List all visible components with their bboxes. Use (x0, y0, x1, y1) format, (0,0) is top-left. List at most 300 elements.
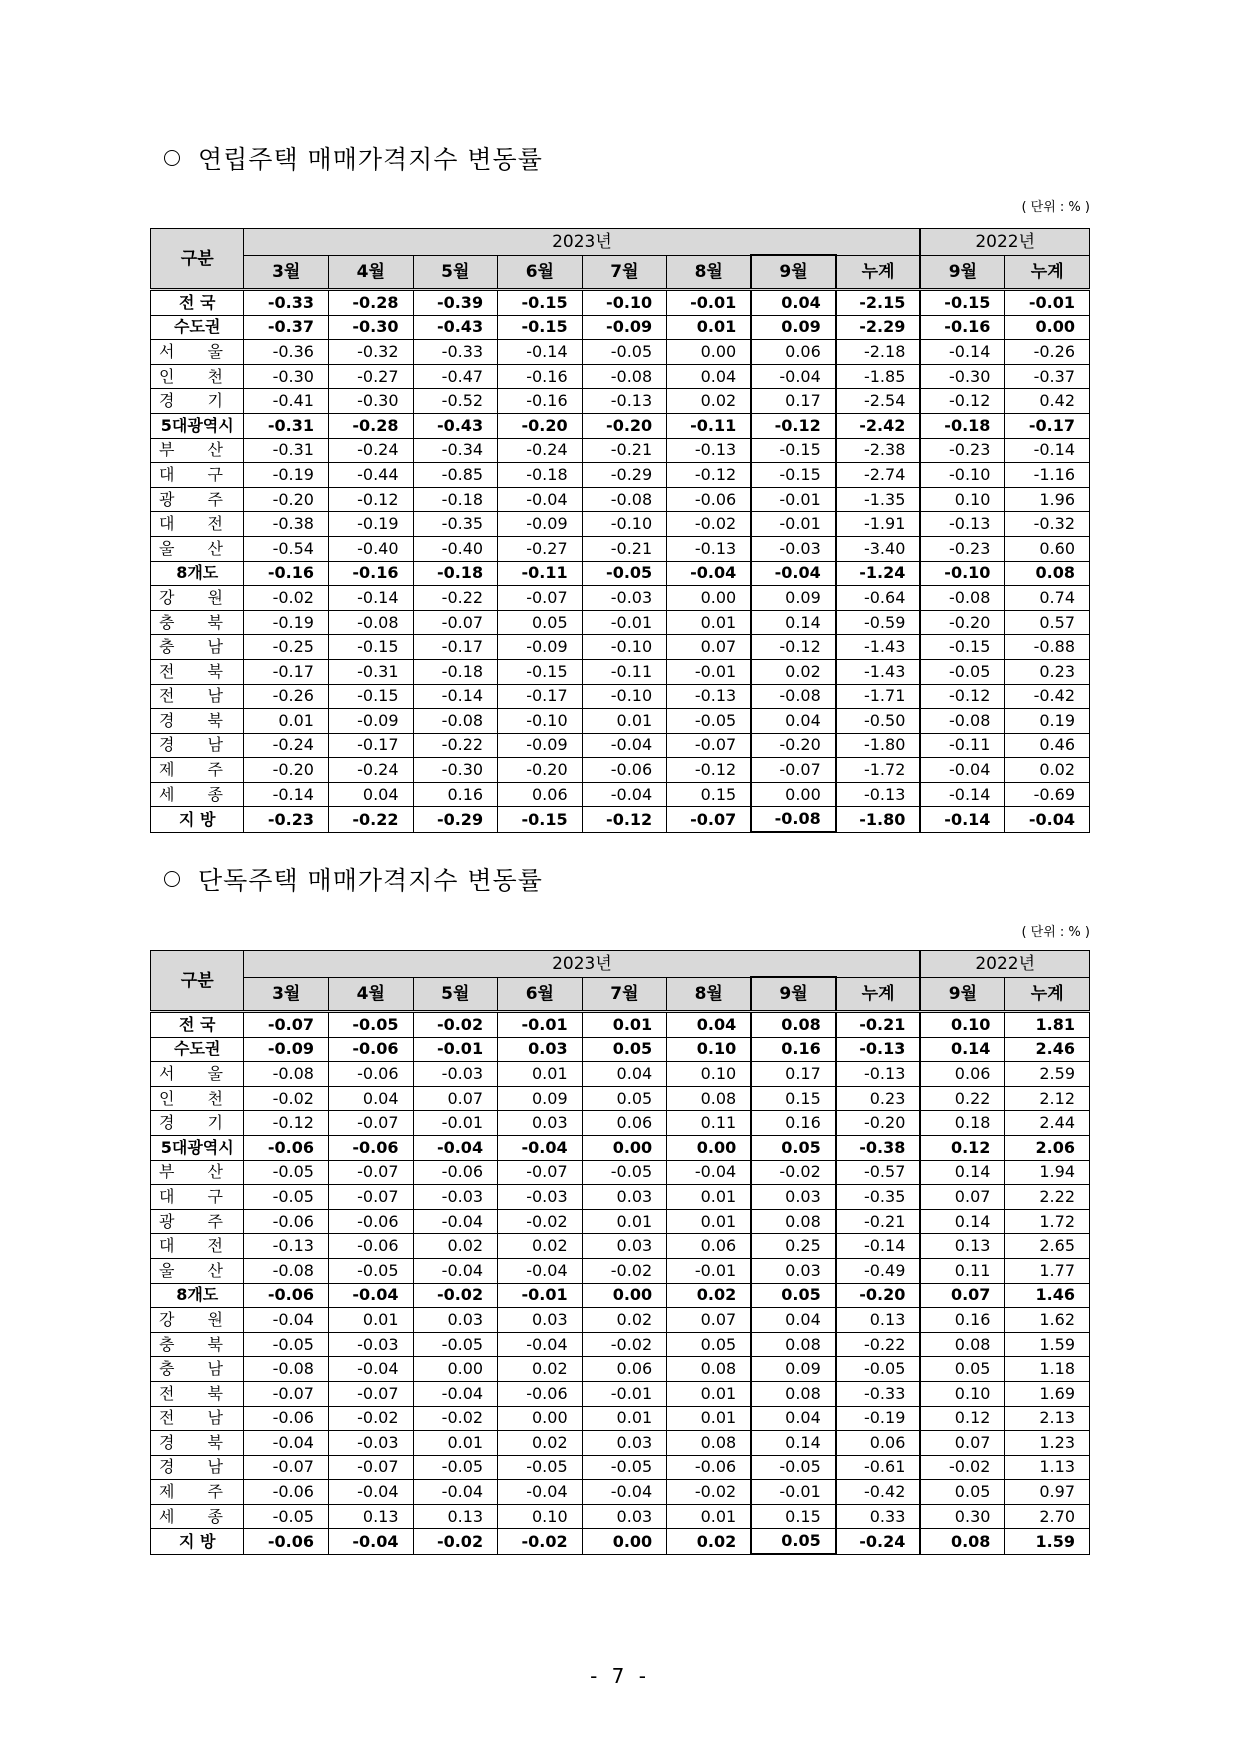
cell-value: 0.13 (328, 1504, 413, 1529)
cell-value: 0.04 (328, 782, 413, 807)
cell-value: 0.03 (498, 1037, 583, 1062)
cell-value: -0.15 (498, 807, 583, 832)
cell-value: 0.02 (667, 1283, 752, 1308)
cell-value: 0.05 (751, 1529, 836, 1554)
row-label: 5대광역시 (151, 1135, 244, 1160)
cell-value: -0.04 (582, 733, 667, 758)
cell-value: -0.15 (751, 463, 836, 488)
cell-value: 0.05 (751, 1283, 836, 1308)
cell-value: -0.24 (328, 438, 413, 463)
cell-value: -0.03 (582, 586, 667, 611)
header-prev-col: 9월 (920, 977, 1005, 1012)
cell-value: 0.07 (667, 635, 752, 660)
section-title-text: 단독주택 매매가격지수 변동률 (198, 866, 543, 895)
cell-value: -0.32 (1005, 512, 1090, 537)
cell-value: -0.04 (328, 1283, 413, 1308)
data-table (150, 950, 1090, 1555)
cell-value: 1.69 (1005, 1381, 1090, 1406)
cell-value: 0.03 (582, 1431, 667, 1456)
cell-value: 0.11 (920, 1258, 1005, 1283)
cell-value: 2.65 (1005, 1234, 1090, 1259)
table-row (151, 340, 1090, 365)
cell-value: 0.05 (667, 1332, 752, 1357)
cell-value: -0.26 (1005, 340, 1090, 365)
cell-value: 0.03 (498, 1111, 583, 1136)
cell-value: -0.14 (244, 782, 329, 807)
header-month: 6월 (498, 977, 583, 1012)
cell-value: -0.59 (836, 610, 921, 635)
header-month: 3월 (244, 255, 329, 290)
cell-value: 0.01 (667, 1209, 752, 1234)
section-title-text: 연립주택 매매가격지수 변동률 (198, 145, 543, 174)
cell-value: -0.13 (667, 536, 752, 561)
cell-value: -0.13 (667, 438, 752, 463)
row-label-text: 서 울 (159, 1063, 223, 1083)
table-row (151, 1357, 1090, 1382)
cell-value: -1.80 (836, 733, 921, 758)
cell-value: -0.21 (836, 1209, 921, 1234)
cell-value: -0.33 (413, 340, 498, 365)
header-prev-col: 누계 (1005, 977, 1090, 1012)
row-label: 8개도 (151, 561, 244, 586)
table-row (151, 782, 1090, 807)
cell-value: 0.42 (1005, 389, 1090, 414)
cell-value: 0.00 (751, 782, 836, 807)
cell-value: 0.14 (920, 1037, 1005, 1062)
cell-value: -0.23 (920, 536, 1005, 561)
cell-value: -0.07 (328, 1111, 413, 1136)
header-month: 5월 (413, 977, 498, 1012)
cell-value: -2.42 (836, 413, 921, 438)
cell-value: -0.06 (244, 1209, 329, 1234)
cell-value: -0.14 (920, 807, 1005, 832)
cell-value: -0.02 (498, 1209, 583, 1234)
bullet-circle-icon (164, 871, 180, 887)
cell-value: -0.04 (751, 364, 836, 389)
table-row (151, 315, 1090, 340)
cell-value: -0.24 (328, 758, 413, 783)
cell-value: -0.16 (498, 364, 583, 389)
row-label-text: 인 천 (159, 366, 223, 386)
cell-value: -0.03 (413, 1062, 498, 1087)
cell-value: 0.03 (751, 1185, 836, 1210)
header-category: 구분 (151, 951, 244, 1012)
cell-value: 0.07 (667, 1308, 752, 1333)
cell-value: -0.04 (244, 1308, 329, 1333)
cell-value: 0.06 (582, 1357, 667, 1382)
row-label-text: 전 북 (159, 1383, 223, 1403)
table-row (151, 684, 1090, 709)
cell-value: -0.12 (920, 684, 1005, 709)
row-label-text: 경 남 (159, 1457, 223, 1477)
cell-value: 0.02 (498, 1234, 583, 1259)
cell-value: 0.07 (920, 1431, 1005, 1456)
cell-value: 0.23 (836, 1086, 921, 1111)
table-row (151, 1037, 1090, 1062)
cell-value: 1.94 (1005, 1160, 1090, 1185)
cell-value: 0.16 (920, 1308, 1005, 1333)
cell-value: 0.08 (751, 1209, 836, 1234)
row-label (151, 1258, 244, 1283)
cell-value: -0.21 (582, 536, 667, 561)
cell-value: 0.00 (667, 1135, 752, 1160)
row-label-text: 세 종 (159, 784, 223, 804)
cell-value: -0.06 (667, 487, 752, 512)
row-label-text: 경 북 (159, 1432, 223, 1452)
cell-value: 0.01 (582, 709, 667, 734)
cell-value: 0.01 (667, 315, 752, 340)
cell-value: 0.03 (498, 1308, 583, 1333)
table-row (151, 290, 1090, 316)
cell-value: -0.01 (751, 1480, 836, 1505)
cell-value: -0.15 (920, 635, 1005, 660)
cell-value: -0.18 (413, 561, 498, 586)
cell-value: 0.10 (920, 1381, 1005, 1406)
table-row (151, 610, 1090, 635)
cell-value: -0.06 (328, 1234, 413, 1259)
cell-value: -0.19 (244, 610, 329, 635)
cell-value: -0.07 (413, 610, 498, 635)
cell-value: -0.04 (498, 1135, 583, 1160)
cell-value: -0.02 (413, 1012, 498, 1038)
cell-value: -0.06 (328, 1209, 413, 1234)
table-row (151, 659, 1090, 684)
cell-value: -0.16 (920, 315, 1005, 340)
cell-value: 0.05 (751, 1135, 836, 1160)
table-row (151, 1480, 1090, 1505)
row-label-text: 부 산 (159, 440, 223, 460)
cell-value: 0.10 (498, 1504, 583, 1529)
cell-value: -0.14 (836, 1234, 921, 1259)
cell-value: 0.18 (920, 1111, 1005, 1136)
row-label (151, 684, 244, 709)
cell-value: -0.21 (582, 438, 667, 463)
cell-value: -0.06 (328, 1062, 413, 1087)
cell-value: -0.04 (1005, 807, 1090, 832)
cell-value: -0.17 (413, 635, 498, 660)
cell-value: 0.16 (413, 782, 498, 807)
cell-value: 1.13 (1005, 1455, 1090, 1480)
cell-value: -0.08 (244, 1062, 329, 1087)
row-label (151, 1332, 244, 1357)
cell-value: 1.46 (1005, 1283, 1090, 1308)
cell-value: 0.00 (498, 1406, 583, 1431)
cell-value: -0.20 (836, 1283, 921, 1308)
row-label (151, 1111, 244, 1136)
cell-value: -0.20 (244, 758, 329, 783)
cell-value: -1.43 (836, 659, 921, 684)
cell-value: -0.08 (244, 1357, 329, 1382)
cell-value: -0.22 (836, 1332, 921, 1357)
cell-value: 0.23 (1005, 659, 1090, 684)
cell-value: -2.18 (836, 340, 921, 365)
cell-value: -0.35 (413, 512, 498, 537)
cell-value: 0.10 (667, 1037, 752, 1062)
cell-value: 0.01 (667, 1185, 752, 1210)
header-month: 누계 (836, 255, 921, 290)
table-row (151, 1160, 1090, 1185)
cell-value: -0.06 (244, 1406, 329, 1431)
cell-value: -0.47 (413, 364, 498, 389)
cell-value: -1.85 (836, 364, 921, 389)
cell-value: 0.05 (920, 1480, 1005, 1505)
cell-value: -0.64 (836, 586, 921, 611)
cell-value: 0.05 (498, 610, 583, 635)
cell-value: 1.23 (1005, 1431, 1090, 1456)
cell-value: -0.16 (244, 561, 329, 586)
row-label (151, 1308, 244, 1333)
cell-value: -0.43 (413, 413, 498, 438)
cell-value: -0.22 (413, 586, 498, 611)
cell-value: -0.06 (582, 758, 667, 783)
cell-value: 0.00 (1005, 315, 1090, 340)
row-label (151, 1504, 244, 1529)
table-row (151, 413, 1090, 438)
cell-value: -0.08 (582, 487, 667, 512)
cell-value: 0.04 (751, 1308, 836, 1333)
table-row (151, 758, 1090, 783)
cell-value: -1.91 (836, 512, 921, 537)
cell-value: -0.23 (244, 807, 329, 832)
cell-value: 0.12 (920, 1406, 1005, 1431)
cell-value: 0.05 (582, 1086, 667, 1111)
row-label (151, 1234, 244, 1259)
header-year-prev: 2022년 (920, 951, 1089, 978)
cell-value: -0.15 (498, 290, 583, 316)
cell-value: -0.05 (582, 340, 667, 365)
cell-value: -0.42 (1005, 684, 1090, 709)
row-label (151, 1406, 244, 1431)
cell-value: -1.72 (836, 758, 921, 783)
cell-value: 0.08 (920, 1332, 1005, 1357)
cell-value: 0.15 (751, 1504, 836, 1529)
cell-value: 0.08 (920, 1529, 1005, 1554)
cell-value: 0.19 (1005, 709, 1090, 734)
cell-value: -0.02 (667, 512, 752, 537)
cell-value: -0.05 (413, 1332, 498, 1357)
cell-value: -0.08 (413, 709, 498, 734)
cell-value: -0.07 (498, 1160, 583, 1185)
cell-value: -0.12 (582, 807, 667, 832)
cell-value: 0.25 (751, 1234, 836, 1259)
cell-value: -0.10 (582, 290, 667, 316)
cell-value: -0.24 (244, 733, 329, 758)
cell-value: -0.06 (244, 1480, 329, 1505)
header-month: 9월 (751, 255, 836, 290)
row-label-text: 강 원 (159, 587, 223, 607)
row-label (151, 487, 244, 512)
cell-value: -0.02 (244, 1086, 329, 1111)
cell-value: -0.06 (667, 1455, 752, 1480)
cell-value: 0.06 (667, 1234, 752, 1259)
row-label: 5대광역시 (151, 413, 244, 438)
cell-value: -0.04 (413, 1258, 498, 1283)
cell-value: -2.15 (836, 290, 921, 316)
cell-value: -0.13 (582, 389, 667, 414)
cell-value: 0.08 (1005, 561, 1090, 586)
table-row (151, 1283, 1090, 1308)
cell-value: 0.00 (582, 1135, 667, 1160)
cell-value: -0.04 (667, 561, 752, 586)
header-category: 구분 (151, 229, 244, 290)
cell-value: -0.26 (244, 684, 329, 709)
cell-value: 1.62 (1005, 1308, 1090, 1333)
cell-value: -0.04 (244, 1431, 329, 1456)
table-row (151, 733, 1090, 758)
cell-value: 0.06 (836, 1431, 921, 1456)
row-label: 전 국 (151, 290, 244, 316)
cell-value: -0.12 (328, 487, 413, 512)
row-label (151, 1062, 244, 1087)
cell-value: -0.19 (836, 1406, 921, 1431)
cell-value: -0.13 (836, 1037, 921, 1062)
table-row (151, 1381, 1090, 1406)
cell-value: 0.14 (920, 1209, 1005, 1234)
cell-value: -0.49 (836, 1258, 921, 1283)
cell-value: -0.03 (328, 1332, 413, 1357)
table-row (151, 1504, 1090, 1529)
cell-value: -0.29 (413, 807, 498, 832)
cell-value: -0.07 (244, 1455, 329, 1480)
cell-value: -1.71 (836, 684, 921, 709)
row-label (151, 1455, 244, 1480)
cell-value: -0.05 (244, 1160, 329, 1185)
cell-value: -0.01 (667, 659, 752, 684)
table-row (151, 536, 1090, 561)
cell-value: -0.01 (413, 1111, 498, 1136)
table-row (151, 463, 1090, 488)
cell-value: 0.07 (920, 1185, 1005, 1210)
cell-value: -2.29 (836, 315, 921, 340)
cell-value: -0.03 (328, 1431, 413, 1456)
cell-value: -0.03 (498, 1185, 583, 1210)
cell-value: -0.13 (836, 1062, 921, 1087)
row-label (151, 586, 244, 611)
cell-value: -1.43 (836, 635, 921, 660)
cell-value: -0.40 (413, 536, 498, 561)
cell-value: -0.14 (1005, 438, 1090, 463)
row-label-text: 제 주 (159, 760, 223, 780)
row-label-text: 경 남 (159, 735, 223, 755)
row-label-text: 대 구 (159, 1186, 223, 1206)
cell-value: -0.08 (751, 684, 836, 709)
cell-value: -0.17 (498, 684, 583, 709)
cell-value: -0.16 (498, 389, 583, 414)
header-month: 5월 (413, 255, 498, 290)
cell-value: -0.08 (751, 807, 836, 832)
header-month: 3월 (244, 977, 329, 1012)
cell-value: -0.05 (244, 1332, 329, 1357)
cell-value: -0.10 (582, 684, 667, 709)
row-label (151, 1209, 244, 1234)
cell-value: -0.08 (244, 1258, 329, 1283)
section-title (164, 140, 543, 176)
cell-value: -0.14 (498, 340, 583, 365)
cell-value: -0.04 (498, 1480, 583, 1505)
header-prev-col: 9월 (920, 255, 1005, 290)
cell-value: -0.04 (328, 1529, 413, 1554)
cell-value: 0.17 (751, 1062, 836, 1087)
cell-value: -0.37 (1005, 364, 1090, 389)
cell-value: -0.28 (328, 290, 413, 316)
cell-value: 0.17 (751, 389, 836, 414)
cell-value: -0.31 (244, 438, 329, 463)
cell-value: -0.27 (498, 536, 583, 561)
cell-value: -0.14 (328, 586, 413, 611)
cell-value: 0.03 (751, 1258, 836, 1283)
cell-value: -0.07 (244, 1012, 329, 1038)
cell-value: -0.20 (498, 413, 583, 438)
row-label (151, 782, 244, 807)
cell-value: -0.20 (582, 413, 667, 438)
cell-value: 0.06 (920, 1062, 1005, 1087)
cell-value: -0.61 (836, 1455, 921, 1480)
cell-value: -0.06 (328, 1135, 413, 1160)
cell-value: 0.13 (920, 1234, 1005, 1259)
cell-value: -0.15 (328, 635, 413, 660)
cell-value: 0.02 (413, 1234, 498, 1259)
cell-value: -0.20 (751, 733, 836, 758)
cell-value: 0.16 (751, 1111, 836, 1136)
unit-label: ( 단위 : % ) (1021, 925, 1090, 940)
header-year-prev: 2022년 (920, 229, 1089, 256)
cell-value: -0.10 (920, 463, 1005, 488)
table-row (151, 1086, 1090, 1111)
table-row (151, 1062, 1090, 1087)
cell-value: -0.19 (244, 463, 329, 488)
table-row (151, 807, 1090, 832)
row-label-text: 충 북 (159, 612, 223, 632)
row-label: 수도권 (151, 1037, 244, 1062)
cell-value: -0.10 (582, 635, 667, 660)
table-row (151, 1111, 1090, 1136)
cell-value: -0.01 (582, 610, 667, 635)
header-month: 7월 (582, 977, 667, 1012)
cell-value: -0.11 (920, 733, 1005, 758)
cell-value: -0.15 (920, 290, 1005, 316)
cell-value: 0.01 (582, 1406, 667, 1431)
cell-value: 0.04 (328, 1086, 413, 1111)
table-row (151, 487, 1090, 512)
cell-value: -0.52 (413, 389, 498, 414)
row-label-text: 전 북 (159, 661, 223, 681)
cell-value: 1.18 (1005, 1357, 1090, 1382)
table-row (151, 1529, 1090, 1554)
row-label (151, 1086, 244, 1111)
cell-value: -0.04 (413, 1135, 498, 1160)
cell-value: 0.06 (751, 340, 836, 365)
row-label-text: 서 울 (159, 341, 223, 361)
cell-value: -0.04 (498, 487, 583, 512)
cell-value: -0.28 (328, 413, 413, 438)
cell-value: -0.13 (836, 782, 921, 807)
table-row (151, 561, 1090, 586)
row-label (151, 536, 244, 561)
cell-value: -0.04 (751, 561, 836, 586)
cell-value: -0.01 (413, 1037, 498, 1062)
cell-value: 1.96 (1005, 487, 1090, 512)
cell-value: 2.06 (1005, 1135, 1090, 1160)
cell-value: -0.23 (920, 438, 1005, 463)
cell-value: 0.01 (582, 1012, 667, 1038)
cell-value: 0.11 (667, 1111, 752, 1136)
cell-value: -0.15 (498, 659, 583, 684)
cell-value: 0.74 (1005, 586, 1090, 611)
cell-value: -0.44 (328, 463, 413, 488)
row-label-text: 대 전 (159, 1236, 223, 1256)
row-label-text: 경 기 (159, 391, 223, 411)
cell-value: -2.74 (836, 463, 921, 488)
